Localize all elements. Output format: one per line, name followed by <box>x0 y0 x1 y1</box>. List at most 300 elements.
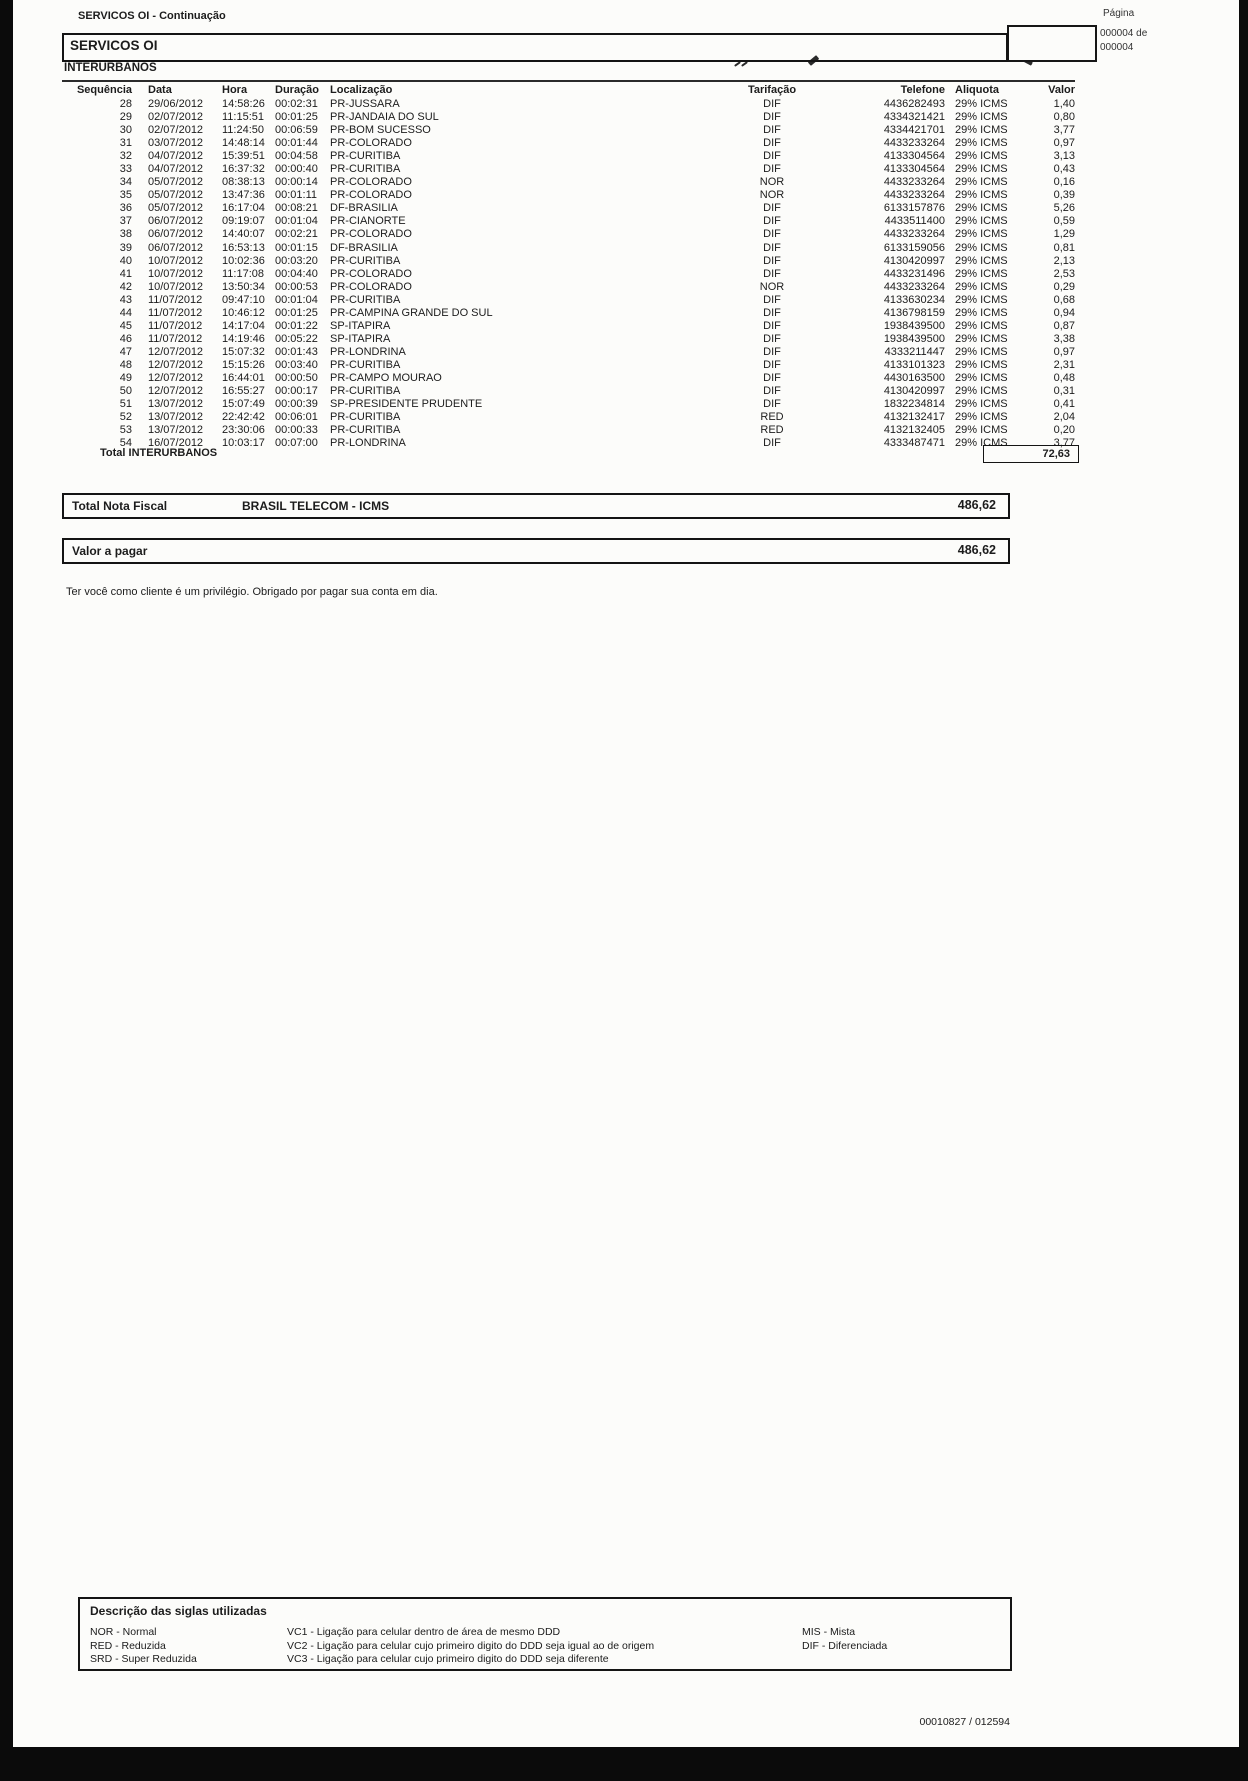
cell-duracao: 00:01:11 <box>275 189 318 202</box>
cell-valor: 0,68 <box>1053 293 1075 306</box>
legend-title: Descrição das siglas utilizadas <box>90 1604 267 1618</box>
call-row <box>62 137 1082 150</box>
col-header-telefone: Telefone <box>900 84 945 96</box>
cell-data: 11/07/2012 <box>148 306 203 319</box>
cell-data: 10/07/2012 <box>148 280 204 293</box>
cell-aliquota: 29% ICMS <box>955 293 1008 306</box>
cell-data: 11/07/2012 <box>148 332 203 345</box>
cell-telefone: 4132132417 <box>883 411 945 424</box>
cell-sequencia: 28 <box>119 98 132 110</box>
cell-tarifacao: DIF <box>763 124 781 137</box>
cell-valor: 0,48 <box>1053 371 1075 384</box>
cell-aliquota: 29% ICMS <box>955 371 1008 384</box>
cell-sequencia: 32 <box>119 150 132 163</box>
cell-telefone: 4433233264 <box>883 137 945 150</box>
cell-duracao: 00:00:14 <box>275 176 318 189</box>
cell-tarifacao: DIF <box>763 215 781 228</box>
cell-tarifacao: DIF <box>763 398 781 411</box>
cell-aliquota: 29% ICMS <box>955 424 1008 437</box>
cell-tarifacao: DIF <box>763 98 781 110</box>
cell-telefone: 4433231496 <box>883 267 945 280</box>
cell-telefone: 4433511400 <box>884 215 945 228</box>
cell-aliquota: 29% ICMS <box>955 124 1008 137</box>
call-row <box>62 215 1082 228</box>
cell-localizacao: PR-CURITIBA <box>330 254 401 267</box>
cell-sequencia: 40 <box>119 254 132 267</box>
cell-aliquota: 29% ICMS <box>955 385 1008 398</box>
pagination-box <box>1007 25 1097 62</box>
cell-sequencia: 52 <box>119 411 132 424</box>
col-header-aliquota: Aliquota <box>955 84 999 96</box>
cell-sequencia: 36 <box>119 202 132 215</box>
cell-data: 12/07/2012 <box>148 371 204 384</box>
cell-hora: 16:53:13 <box>222 241 265 254</box>
legend-item: NOR - Normal <box>90 1626 157 1638</box>
nota-fiscal-label: Total Nota Fiscal <box>72 499 168 513</box>
cell-valor: 0,97 <box>1053 345 1075 358</box>
pagination-current: 000004 de <box>1100 28 1148 39</box>
cell-hora: 13:50:34 <box>222 280 265 293</box>
cell-duracao: 00:01:22 <box>275 319 318 332</box>
cell-localizacao: PR-CAMPO MOURAO <box>330 371 442 384</box>
cell-aliquota: 29% ICMS <box>955 319 1008 332</box>
cell-data: 03/07/2012 <box>148 137 204 150</box>
cell-tarifacao: DIF <box>763 267 781 280</box>
cell-localizacao: SP-ITAPIRA <box>330 319 391 332</box>
cell-data: 13/07/2012 <box>148 398 204 411</box>
cell-telefone: 1832234814 <box>883 398 945 411</box>
scan-edge-bottom <box>0 1747 1248 1781</box>
legend-item: VC2 - Ligação para celular cujo primeiro digito do DDD seja igual ao de origem <box>287 1639 655 1652</box>
cell-duracao: 00:00:39 <box>275 398 318 411</box>
cell-hora: 14:17:04 <box>222 319 265 332</box>
call-row <box>62 307 1082 320</box>
table-body <box>62 98 1082 450</box>
cell-hora: 14:19:46 <box>222 332 265 345</box>
pagination-label: Página <box>1103 8 1135 19</box>
cell-sequencia: 29 <box>119 111 132 124</box>
cell-localizacao: PR-CAMPINA GRANDE DO SUL <box>330 306 493 319</box>
cell-tarifacao: RED <box>760 411 784 424</box>
cell-valor: 1,40 <box>1053 98 1075 110</box>
subsection-title: INTERURBANOS <box>64 62 157 74</box>
cell-duracao: 00:01:25 <box>275 111 318 124</box>
cell-data: 10/07/2012 <box>148 267 204 280</box>
cell-aliquota: 29% ICMS <box>955 411 1008 424</box>
cell-hora: 16:44:01 <box>222 371 265 384</box>
cell-duracao: 00:01:04 <box>275 293 318 306</box>
call-row <box>62 150 1082 163</box>
cell-sequencia: 47 <box>119 345 132 358</box>
section-title-box <box>62 33 1008 62</box>
call-row <box>62 255 1082 268</box>
col-header-sequencia: Sequência <box>76 84 132 96</box>
cell-sequencia: 30 <box>119 124 132 137</box>
cell-sequencia: 41 <box>119 267 132 280</box>
cell-aliquota: 29% ICMS <box>955 215 1008 228</box>
cell-localizacao: SP-ITAPIRA <box>330 332 391 345</box>
call-row <box>62 294 1082 307</box>
cell-data: 29/06/2012 <box>148 98 204 110</box>
cell-valor: 0,43 <box>1053 163 1075 176</box>
divider-rule <box>62 80 1075 82</box>
total-interurbanos-value: 72,63 <box>1042 448 1070 460</box>
cell-hora: 09:19:07 <box>222 215 265 228</box>
cell-valor: 0,29 <box>1053 280 1075 293</box>
cell-duracao: 00:00:53 <box>275 280 318 293</box>
cell-duracao: 00:00:17 <box>275 385 318 398</box>
cell-hora: 10:03:17 <box>222 437 265 450</box>
cell-tarifacao: DIF <box>763 319 781 332</box>
cell-data: 16/07/2012 <box>148 437 204 450</box>
call-row <box>62 202 1082 215</box>
cell-tarifacao: DIF <box>763 202 781 215</box>
cell-telefone: 4333211447 <box>884 345 945 358</box>
cell-sequencia: 39 <box>119 241 132 254</box>
call-row <box>62 398 1082 411</box>
cell-aliquota: 29% ICMS <box>955 241 1008 254</box>
cell-localizacao: PR-COLORADO <box>330 176 412 189</box>
cell-hora: 16:37:32 <box>222 163 265 176</box>
cell-localizacao: PR-CURITIBA <box>330 163 401 176</box>
cell-data: 13/07/2012 <box>148 411 204 424</box>
call-row <box>62 189 1082 202</box>
cell-sequencia: 42 <box>119 280 132 293</box>
col-header-localizacao: Localização <box>330 84 393 96</box>
cell-data: 12/07/2012 <box>148 345 204 358</box>
cell-sequencia: 50 <box>119 385 132 398</box>
legend-item: SRD - Super Reduzida <box>90 1653 197 1665</box>
cell-aliquota: 29% ICMS <box>955 189 1008 202</box>
cell-aliquota: 29% ICMS <box>955 202 1008 215</box>
cell-data: 11/07/2012 <box>148 293 203 306</box>
call-row <box>62 228 1082 241</box>
cell-tarifacao: DIF <box>763 254 781 267</box>
col-header-data: Data <box>148 84 172 96</box>
cell-valor: 1,29 <box>1053 228 1075 241</box>
cell-sequencia: 54 <box>119 437 132 450</box>
col-header-tarifacao: Tarifação <box>747 84 797 96</box>
cell-duracao: 00:04:40 <box>275 267 318 280</box>
cell-telefone: 6133157876 <box>883 202 945 215</box>
cell-hora: 14:58:26 <box>222 98 265 110</box>
cell-telefone: 4333487471 <box>883 437 945 450</box>
cell-valor: 0,16 <box>1053 176 1075 189</box>
calls-table <box>62 84 1082 450</box>
cell-duracao: 00:01:25 <box>275 306 318 319</box>
cell-aliquota: 29% ICMS <box>955 398 1008 411</box>
cell-telefone: 4133630234 <box>883 293 945 306</box>
cell-telefone: 4430163500 <box>883 371 945 384</box>
cell-sequencia: 43 <box>119 293 132 306</box>
call-row <box>62 411 1082 424</box>
call-row <box>62 346 1082 359</box>
cell-hora: 22:42:42 <box>222 411 265 424</box>
cell-telefone: 4433233264 <box>883 189 945 202</box>
call-row <box>62 98 1082 111</box>
cell-duracao: 00:01:04 <box>275 215 318 228</box>
cell-duracao: 00:00:50 <box>275 371 318 384</box>
cell-data: 06/07/2012 <box>148 228 204 241</box>
cell-hora: 10:02:36 <box>222 254 265 267</box>
cell-hora: 09:47:10 <box>222 293 265 306</box>
cell-aliquota: 29% ICMS <box>955 137 1008 150</box>
cell-telefone: 4136798159 <box>883 306 945 319</box>
call-row <box>62 281 1082 294</box>
call-row <box>62 372 1082 385</box>
cell-tarifacao: DIF <box>763 150 781 163</box>
cell-duracao: 00:06:59 <box>275 124 318 137</box>
cell-aliquota: 29% ICMS <box>955 98 1008 110</box>
cell-tarifacao: DIF <box>763 332 781 345</box>
cell-valor: 0,87 <box>1053 319 1075 332</box>
legend-col-2 <box>287 1626 654 1667</box>
cell-sequencia: 46 <box>119 332 132 345</box>
cell-tarifacao: DIF <box>763 111 781 124</box>
cell-data: 02/07/2012 <box>148 124 204 137</box>
section-title: SERVICOS OI <box>70 38 158 53</box>
cell-valor: 2,04 <box>1053 411 1075 424</box>
col-header-valor: Valor <box>1048 84 1075 96</box>
total-interurbanos-row <box>62 445 1082 463</box>
cell-hora: 10:46:12 <box>222 306 265 319</box>
cell-telefone: 4132132405 <box>883 424 945 437</box>
cell-aliquota: 29% ICMS <box>955 150 1008 163</box>
nota-fiscal-operator-label: BRASIL TELECOM - ICMS <box>242 499 390 513</box>
cell-aliquota: 29% ICMS <box>955 176 1008 189</box>
cell-localizacao: PR-CURITIBA <box>330 424 401 437</box>
cell-telefone: 1938439500 <box>883 319 945 332</box>
cell-duracao: 00:08:21 <box>275 202 318 215</box>
cell-tarifacao: RED <box>760 424 784 437</box>
cell-localizacao: PR-COLORADO <box>330 137 412 150</box>
cell-data: 06/07/2012 <box>148 215 204 228</box>
cell-hora: 15:07:49 <box>222 398 265 411</box>
legend-item: RED - Reduzida <box>90 1639 166 1652</box>
cell-data: 13/07/2012 <box>148 424 204 437</box>
legend-col-1 <box>90 1626 197 1667</box>
cell-sequencia: 34 <box>119 176 132 189</box>
call-row <box>62 268 1082 281</box>
cell-duracao: 00:06:01 <box>275 411 318 424</box>
cell-duracao: 00:05:22 <box>275 332 318 345</box>
cell-sequencia: 33 <box>119 163 132 176</box>
cell-telefone: 4130420997 <box>883 254 945 267</box>
cell-hora: 08:38:13 <box>222 176 265 189</box>
cell-sequencia: 37 <box>119 215 132 228</box>
cell-tarifacao: DIF <box>763 358 781 371</box>
cell-tarifacao: DIF <box>763 437 781 450</box>
cell-valor: 0,20 <box>1053 424 1075 437</box>
cell-tarifacao: DIF <box>763 306 781 319</box>
cell-data: 11/07/2012 <box>148 319 203 332</box>
cell-sequencia: 38 <box>119 228 132 241</box>
cell-valor: 0,59 <box>1053 215 1075 228</box>
document-number: 00010827 / 012594 <box>919 1716 1010 1728</box>
cell-hora: 11:15:51 <box>222 111 265 124</box>
cell-telefone: 4436282493 <box>883 98 945 110</box>
courtesy-message: Ter você como cliente é um privilégio. Obrigado por pagar sua conta em dia. <box>66 586 438 598</box>
page-title: SERVICOS OI - Continuação <box>78 10 226 22</box>
cell-duracao: 00:02:31 <box>275 98 318 110</box>
call-row <box>62 124 1082 137</box>
cell-tarifacao: NOR <box>759 189 785 202</box>
cell-sequencia: 48 <box>119 358 132 371</box>
cell-localizacao: PR-BOM SUCESSO <box>330 124 431 137</box>
cell-localizacao: DF-BRASILIA <box>330 202 398 215</box>
cell-localizacao: PR-JANDAIA DO SUL <box>330 111 439 124</box>
call-row <box>62 111 1082 124</box>
legend-item: VC1 - Ligação para celular dentro de área de mesmo DDD <box>287 1626 561 1638</box>
cell-localizacao: PR-COLORADO <box>330 228 412 241</box>
col-header-duracao: Duração <box>275 84 320 96</box>
cell-aliquota: 29% ICMS <box>955 358 1008 371</box>
cell-localizacao: PR-JUSSARA <box>330 98 400 110</box>
valor-a-pagar-box <box>62 538 1010 564</box>
call-row <box>62 242 1082 255</box>
cell-duracao: 00:00:33 <box>275 424 318 437</box>
cell-tarifacao: DIF <box>763 228 781 241</box>
cell-data: 06/07/2012 <box>148 241 204 254</box>
cell-aliquota: 29% ICMS <box>955 267 1008 280</box>
cell-localizacao: PR-CIANORTE <box>330 215 406 228</box>
cell-hora: 11:24:50 <box>222 124 265 137</box>
cell-hora: 11:17:08 <box>222 267 265 280</box>
cell-hora: 13:47:36 <box>222 189 265 202</box>
cell-data: 12/07/2012 <box>148 385 204 398</box>
cell-hora: 23:30:06 <box>222 424 265 437</box>
cell-localizacao: PR-COLORADO <box>330 267 412 280</box>
cell-duracao: 00:03:20 <box>275 254 318 267</box>
call-row <box>62 359 1082 372</box>
cell-valor: 0,94 <box>1053 306 1075 319</box>
call-row <box>62 163 1082 176</box>
col-header-hora: Hora <box>222 84 248 96</box>
cell-localizacao: PR-CURITIBA <box>330 293 401 306</box>
valor-a-pagar-label: Valor a pagar <box>72 544 148 558</box>
scan-edge-right <box>1239 0 1248 1781</box>
cell-localizacao: PR-CURITIBA <box>330 411 401 424</box>
cell-data: 04/07/2012 <box>148 163 204 176</box>
cell-telefone: 4133304564 <box>883 163 945 176</box>
cell-data: 12/07/2012 <box>148 358 204 371</box>
cell-tarifacao: DIF <box>763 385 781 398</box>
cell-hora: 16:55:27 <box>222 385 265 398</box>
legend-col-3 <box>802 1626 887 1653</box>
cell-sequencia: 45 <box>119 319 132 332</box>
cell-sequencia: 44 <box>119 306 132 319</box>
cell-sequencia: 51 <box>119 398 132 411</box>
cell-valor: 0,39 <box>1053 189 1075 202</box>
cell-valor: 0,31 <box>1053 385 1075 398</box>
cell-telefone: 4334321421 <box>883 111 945 124</box>
cell-data: 10/07/2012 <box>148 254 204 267</box>
cell-valor: 2,13 <box>1053 254 1075 267</box>
cell-tarifacao: DIF <box>763 293 781 306</box>
cell-hora: 15:39:51 <box>222 150 265 163</box>
legend-box <box>78 1597 1012 1671</box>
cell-duracao: 00:00:40 <box>275 163 318 176</box>
cell-aliquota: 29% ICMS <box>955 332 1008 345</box>
cell-telefone: 4433233264 <box>883 176 945 189</box>
cell-valor: 2,31 <box>1053 358 1075 371</box>
total-interurbanos-label: Total INTERURBANOS <box>100 447 218 459</box>
cell-valor: 5,26 <box>1053 202 1075 215</box>
cell-valor: 0,80 <box>1053 111 1075 124</box>
valor-a-pagar-value: 486,62 <box>957 543 996 557</box>
cell-tarifacao: DIF <box>763 241 781 254</box>
cell-aliquota: 29% ICMS <box>955 437 1008 450</box>
cell-localizacao: DF-BRASILIA <box>330 241 398 254</box>
cell-localizacao: PR-CURITIBA <box>330 385 401 398</box>
legend-item: MIS - Mista <box>802 1626 856 1638</box>
cell-sequencia: 35 <box>119 189 132 202</box>
cell-valor: 0,97 <box>1053 137 1075 150</box>
cell-hora: 16:17:04 <box>222 202 265 215</box>
cell-duracao: 00:01:15 <box>275 241 318 254</box>
cell-data: 04/07/2012 <box>148 150 204 163</box>
table-header-row <box>62 84 1082 98</box>
cell-hora: 15:07:32 <box>222 345 265 358</box>
cell-telefone: 4433233264 <box>883 228 945 241</box>
pagination-total: 000004 <box>1100 42 1134 53</box>
cell-sequencia: 31 <box>119 137 132 150</box>
total-interurbanos-box <box>983 445 1079 463</box>
legend-item: DIF - Diferenciada <box>802 1639 888 1652</box>
scan-edge-left <box>0 0 13 1781</box>
cell-valor: 3,13 <box>1053 150 1075 163</box>
cell-aliquota: 29% ICMS <box>955 163 1008 176</box>
cell-hora: 14:48:14 <box>222 137 265 150</box>
cell-telefone: 6133159056 <box>883 241 945 254</box>
cell-aliquota: 29% ICMS <box>955 280 1008 293</box>
cell-localizacao: PR-COLORADO <box>330 280 412 293</box>
cell-tarifacao: DIF <box>763 163 781 176</box>
cell-tarifacao: NOR <box>759 176 785 189</box>
cell-valor: 0,41 <box>1053 398 1075 411</box>
cell-telefone: 4133101323 <box>883 358 945 371</box>
cell-data: 02/07/2012 <box>148 111 204 124</box>
cell-valor: 2,53 <box>1053 267 1075 280</box>
legend-item: VC3 - Ligação para celular cujo primeiro digito do DDD seja diferente <box>287 1653 609 1665</box>
cell-valor: 3,77 <box>1053 124 1075 137</box>
call-row <box>62 333 1082 346</box>
cell-telefone: 4334421701 <box>883 124 945 137</box>
cell-tarifacao: DIF <box>763 345 781 358</box>
cell-localizacao: SP-PRESIDENTE PRUDENTE <box>330 398 483 411</box>
nota-fiscal-value: 486,62 <box>957 498 996 512</box>
nota-fiscal-total-box <box>62 493 1010 519</box>
cell-aliquota: 29% ICMS <box>955 228 1008 241</box>
cell-telefone: 4130420997 <box>883 385 945 398</box>
cell-valor: 3,38 <box>1053 332 1075 345</box>
cell-duracao: 00:03:40 <box>275 358 318 371</box>
cell-telefone: 4133304564 <box>883 150 945 163</box>
cell-localizacao: PR-COLORADO <box>330 189 412 202</box>
cell-aliquota: 29% ICMS <box>955 254 1008 267</box>
cell-data: 05/07/2012 <box>148 202 204 215</box>
cell-sequencia: 49 <box>119 371 132 384</box>
cell-data: 05/07/2012 <box>148 189 204 202</box>
cell-aliquota: 29% ICMS <box>955 111 1008 124</box>
cell-localizacao: PR-LONDRINA <box>330 345 406 358</box>
call-row <box>62 424 1082 437</box>
cell-telefone: 4433233264 <box>883 280 945 293</box>
cell-aliquota: 29% ICMS <box>955 306 1008 319</box>
cell-tarifacao: NOR <box>759 280 785 293</box>
cell-duracao: 00:01:43 <box>275 345 318 358</box>
cell-localizacao: PR-CURITIBA <box>330 150 401 163</box>
